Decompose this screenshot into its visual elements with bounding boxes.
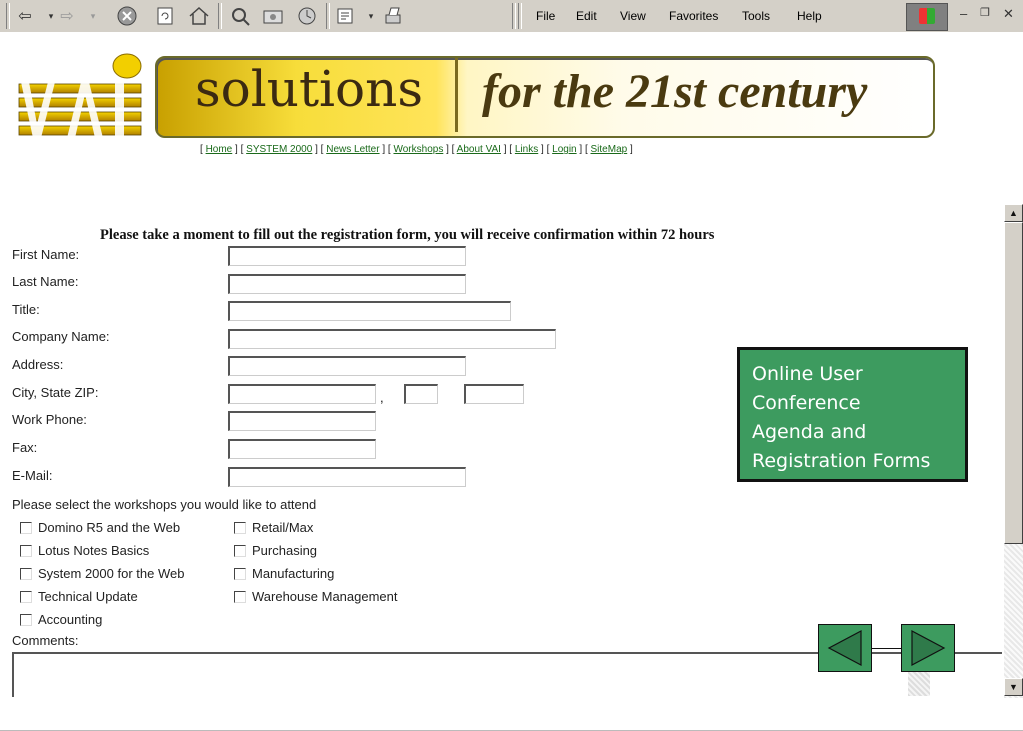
checkbox-icon[interactable] [234, 522, 246, 534]
form-intro: Please take a moment to fill out the registration form, you will receive confirmation within 72 hours [100, 227, 715, 243]
conference-promo-box[interactable] [737, 347, 968, 482]
history-icon[interactable] [294, 4, 320, 28]
minimize-icon[interactable]: – [960, 6, 968, 21]
nav-home[interactable]: Home [205, 144, 233, 155]
email-input[interactable] [228, 467, 466, 487]
fax-label: Fax: [12, 440, 38, 455]
email-label: E-Mail: [12, 468, 53, 483]
scroll-down-icon[interactable]: ▼ [1004, 678, 1023, 696]
scroll-up-icon[interactable]: ▲ [1004, 204, 1023, 222]
workshop-checkbox[interactable] [20, 543, 149, 558]
menu-help[interactable]: Help [797, 9, 822, 23]
workshops-prompt: Please select the workshops you would like to attend [12, 497, 317, 512]
search-icon[interactable] [228, 4, 254, 28]
checkbox-icon[interactable] [20, 545, 32, 557]
vai-logo[interactable] [15, 52, 145, 140]
banner-title: solutions [195, 60, 424, 118]
first-name-input[interactable] [228, 246, 466, 266]
home-icon[interactable] [186, 4, 212, 28]
address-label: Address: [12, 357, 64, 372]
forward-dropdown-icon[interactable]: ▾ [90, 10, 96, 21]
scroll-track-fragment [908, 672, 930, 696]
title-input[interactable] [228, 301, 511, 321]
arrow-connector [872, 648, 902, 649]
workshop-checkbox[interactable] [234, 589, 398, 604]
last-name-label: Last Name: [12, 274, 79, 289]
workshop-checkbox[interactable] [234, 543, 317, 558]
toolbar-separator [518, 3, 522, 29]
checkbox-icon[interactable] [20, 568, 32, 580]
city-separator: , [380, 390, 384, 405]
mail-icon[interactable] [334, 4, 360, 28]
workshop-checkbox[interactable] [20, 566, 184, 581]
workshop-label: System 2000 for the Web [38, 566, 185, 581]
nav-system-2000[interactable]: SYSTEM 2000 [246, 144, 313, 155]
menu-edit[interactable]: Edit [576, 9, 597, 23]
stop-icon[interactable] [114, 4, 140, 28]
back-icon[interactable]: ⇦ [18, 8, 32, 25]
title-label: Title: [12, 302, 40, 317]
next-slide-button[interactable] [901, 624, 955, 672]
forward-icon[interactable]: ⇨ [60, 8, 74, 25]
arrow-left-icon [819, 625, 871, 671]
nav-about-vai[interactable]: About VAI [456, 144, 501, 155]
checkbox-icon[interactable] [234, 545, 246, 557]
workshop-checkbox[interactable] [20, 612, 102, 627]
banner-tagline: for the 21st century [482, 65, 868, 118]
menu-tools[interactable]: Tools [742, 9, 771, 23]
comments-label: Comments: [12, 633, 79, 648]
checkbox-icon[interactable] [20, 591, 32, 603]
favorites-icon[interactable] [260, 4, 286, 28]
nav-links[interactable]: Links [514, 144, 539, 155]
previous-slide-button[interactable] [818, 624, 872, 672]
workshop-label: Retail/Max [252, 520, 314, 535]
back-dropdown-icon[interactable]: ▾ [48, 10, 54, 21]
fax-input[interactable] [228, 439, 376, 459]
promo-line: Registration Forms [752, 450, 931, 472]
checkbox-icon[interactable] [20, 614, 32, 626]
banner-divider [455, 58, 458, 132]
company-input[interactable] [228, 329, 556, 349]
menu-view[interactable]: View [620, 9, 646, 23]
refresh-icon[interactable] [152, 4, 178, 28]
work-phone-input[interactable] [228, 411, 376, 431]
checkbox-icon[interactable] [20, 522, 32, 534]
checkbox-icon[interactable] [234, 591, 246, 603]
arrow-right-icon [902, 625, 954, 671]
site-nav: [ Home ] [ SYSTEM 2000 ] [ News Letter ] [ Workshops ] [ About VAI ] [ Links ] [ Login ] [ SiteMap ] [200, 144, 633, 155]
promo-line: Agenda and [752, 421, 867, 443]
work-phone-label: Work Phone: [12, 412, 87, 427]
city-input[interactable] [228, 384, 376, 404]
first-name-label: First Name: [12, 247, 80, 262]
windows-logo-icon [906, 3, 948, 31]
workshop-checkbox[interactable] [234, 566, 334, 581]
nav-sitemap[interactable]: SiteMap [590, 144, 628, 155]
workshop-label: Domino R5 and the Web [38, 520, 181, 535]
scrollbar-thumb[interactable] [1004, 222, 1023, 544]
workshop-label: Purchasing [252, 543, 318, 558]
toolbar-separator [512, 3, 516, 29]
workshop-label: Manufacturing [252, 566, 335, 581]
promo-line: Online User [752, 363, 863, 385]
workshop-label: Warehouse Management [252, 589, 398, 604]
zip-input[interactable] [464, 384, 524, 404]
toolbar-separator [6, 3, 10, 29]
state-input[interactable] [404, 384, 438, 404]
workshop-label: Accounting [38, 612, 103, 627]
promo-line: Conference [752, 392, 861, 414]
workshop-label: Lotus Notes Basics [38, 543, 150, 558]
city-state-zip-label: City, State ZIP: [12, 385, 99, 400]
workshop-label: Technical Update [38, 589, 138, 604]
nav-workshops[interactable]: Workshops [393, 144, 444, 155]
address-input[interactable] [228, 356, 466, 376]
workshop-checkbox[interactable] [20, 589, 138, 604]
restore-icon[interactable]: ❐ [980, 7, 990, 19]
nav-news-letter[interactable]: News Letter [326, 144, 380, 155]
menu-favorites[interactable]: Favorites [669, 9, 719, 23]
workshop-checkbox[interactable] [234, 520, 313, 535]
last-name-input[interactable] [228, 274, 466, 294]
close-icon[interactable]: ✕ [1003, 6, 1014, 21]
workshop-checkbox[interactable] [20, 520, 180, 535]
company-label: Company Name: [12, 329, 110, 344]
toolbar-separator [218, 3, 222, 29]
nav-login[interactable]: Login [552, 144, 577, 155]
browser-toolbar [0, 0, 1023, 33]
menu-file[interactable]: File [536, 9, 556, 23]
toolbar-separator [326, 3, 330, 29]
checkbox-icon[interactable] [234, 568, 246, 580]
print-icon[interactable] [380, 4, 406, 28]
mail-dropdown-icon[interactable]: ▾ [368, 10, 374, 21]
